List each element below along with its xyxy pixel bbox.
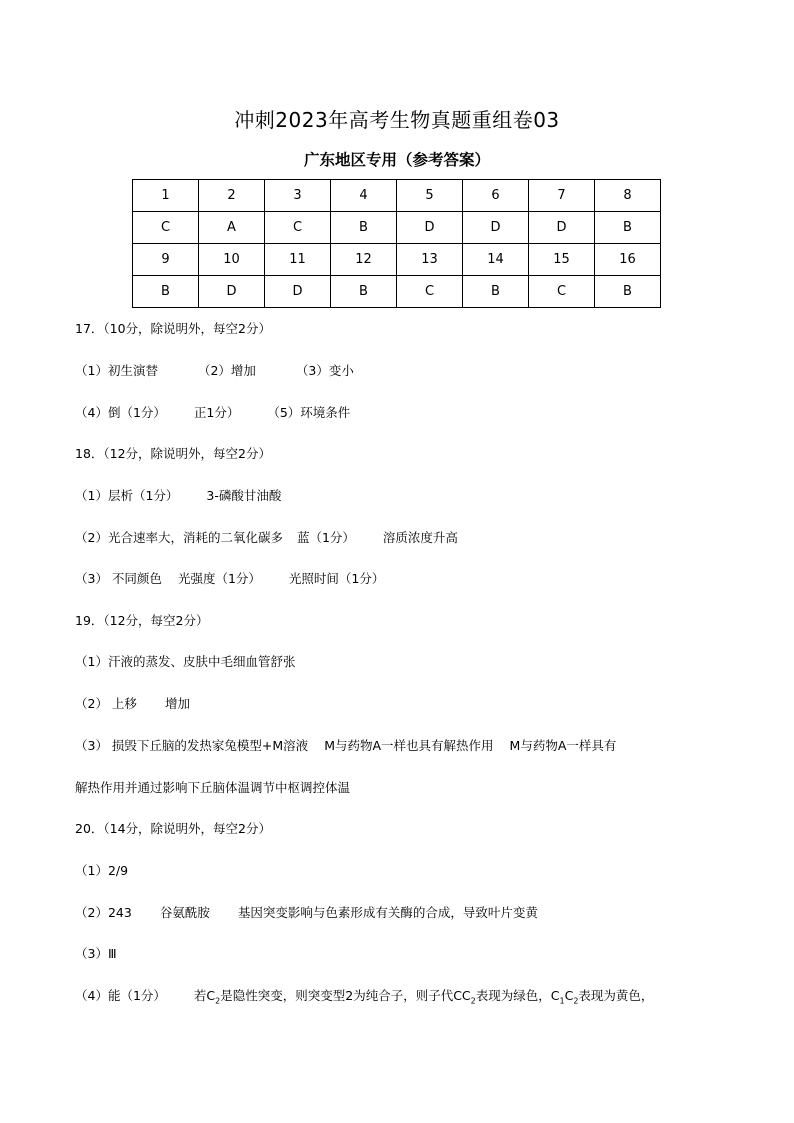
table-cell: 13 (397, 244, 463, 276)
q19-line3 (75, 736, 616, 754)
answer-text: （3）变小 (295, 363, 354, 378)
answer-text: 增加 (164, 696, 190, 711)
q18-header: 18．（12分，除说明外，每空2分） (75, 446, 272, 461)
table-cell: 5 (397, 180, 463, 212)
table-cell: C (265, 212, 331, 244)
table-cell: A (199, 212, 265, 244)
answer-table (132, 179, 661, 308)
answer-text: （4）能（1分） (75, 988, 166, 1003)
q17-header: 17．（10分，除说明外，每空2分） (75, 321, 272, 336)
q19-header: 19．（12分，每空2分） (75, 613, 209, 628)
subscript: 2 (470, 996, 476, 1006)
table-row (133, 212, 661, 244)
answer-text: （4）倒（1分） (75, 405, 166, 420)
answer-text: 基因突变影响与色素形成有关酶的合成，导致叶片变黄 (237, 905, 538, 920)
answer-text: 溶质浓度升高 (382, 530, 458, 545)
table-cell: B (595, 276, 661, 308)
answer-text: （1）层析（1分） (75, 488, 179, 503)
answer-text: （5）环境条件 (267, 405, 351, 420)
table-cell: 4 (331, 180, 397, 212)
answer-text: M与药物A一样具有 (509, 738, 617, 753)
table-cell: D (199, 276, 265, 308)
table-cell: 12 (331, 244, 397, 276)
answer-text: （3） 不同颜色 (75, 571, 162, 586)
answer-text: 正1分） (193, 405, 240, 420)
table-cell: C (133, 212, 199, 244)
table-row (133, 276, 661, 308)
table-cell: 7 (529, 180, 595, 212)
answer-text: （3） 损毁下丘脑的发热家兔模型+M溶液 (75, 738, 309, 753)
answer-text: （2） 上移 (75, 696, 137, 711)
answer-text: （2）光合速率大，消耗的二氧化碳多 (75, 530, 283, 545)
q18-line2 (75, 528, 458, 546)
q18-line3 (75, 569, 384, 587)
table-cell: C (529, 276, 595, 308)
table-cell: B (331, 276, 397, 308)
table-cell: B (133, 276, 199, 308)
answer-text: 3-磷酸甘油酸 (206, 488, 282, 503)
answer-text: C (564, 988, 574, 1003)
answer-text: （2）243 (75, 905, 132, 920)
q19-line2 (75, 694, 190, 712)
table-cell: B (331, 212, 397, 244)
table-cell: D (463, 212, 529, 244)
table-cell: 14 (463, 244, 529, 276)
answer-text: 蓝（1分） (296, 530, 355, 545)
table-row (133, 244, 661, 276)
page-subtitle: 广东地区专用（参考答案） (303, 151, 490, 169)
answer-text: 谷氨酰胺 (159, 905, 210, 920)
table-cell: 16 (595, 244, 661, 276)
answer-text: （1）初生演替 (75, 363, 158, 378)
table-row (133, 180, 661, 212)
table-cell: 11 (265, 244, 331, 276)
q17-line2 (75, 403, 350, 421)
answer-text: 光强度（1分） (177, 571, 261, 586)
table-cell: C (397, 276, 463, 308)
table-cell: B (463, 276, 529, 308)
q19-line4: 解热作用并通过影响下丘脑体温调节中枢调控体温 (75, 780, 351, 795)
table-cell: 2 (199, 180, 265, 212)
answer-text: 表现为绿色，C (475, 988, 560, 1003)
table-cell: 9 (133, 244, 199, 276)
subscript: 1 (559, 996, 565, 1006)
table-cell: B (595, 212, 661, 244)
q20-line4 (75, 986, 653, 1006)
table-cell: 15 (529, 244, 595, 276)
q20-line1: （1）2/9 (75, 863, 129, 878)
answer-text: 光照时间（1分） (288, 571, 385, 586)
table-cell: D (529, 212, 595, 244)
table-cell: 6 (463, 180, 529, 212)
subscript: 2 (573, 996, 579, 1006)
table-cell: 10 (199, 244, 265, 276)
answer-text: （2）增加 (197, 363, 256, 378)
q20-header: 20．（14分，除说明外，每空2分） (75, 821, 272, 836)
q18-line1 (75, 486, 281, 504)
answer-text: 表现为黄色， (578, 988, 654, 1003)
subscript: 2 (215, 996, 221, 1006)
table-cell: 1 (133, 180, 199, 212)
q20-line3: （3）Ⅲ (75, 946, 117, 961)
q20-line2 (75, 903, 538, 921)
page-title: 冲刺2023年高考生物真题重组卷03 (234, 108, 560, 132)
table-cell: D (265, 276, 331, 308)
answer-text: 若C (193, 988, 216, 1003)
answer-text: M与药物A一样也具有解热作用 (324, 738, 494, 753)
q17-line1 (75, 361, 354, 379)
table-cell: 3 (265, 180, 331, 212)
q19-line1: （1）汗液的蒸发、皮肤中毛细血管舒张 (75, 654, 296, 669)
table-cell: 8 (595, 180, 661, 212)
table-cell: D (397, 212, 463, 244)
answer-text: 是隐性突变，则突变型2为纯合子，则子代CC (220, 988, 471, 1003)
